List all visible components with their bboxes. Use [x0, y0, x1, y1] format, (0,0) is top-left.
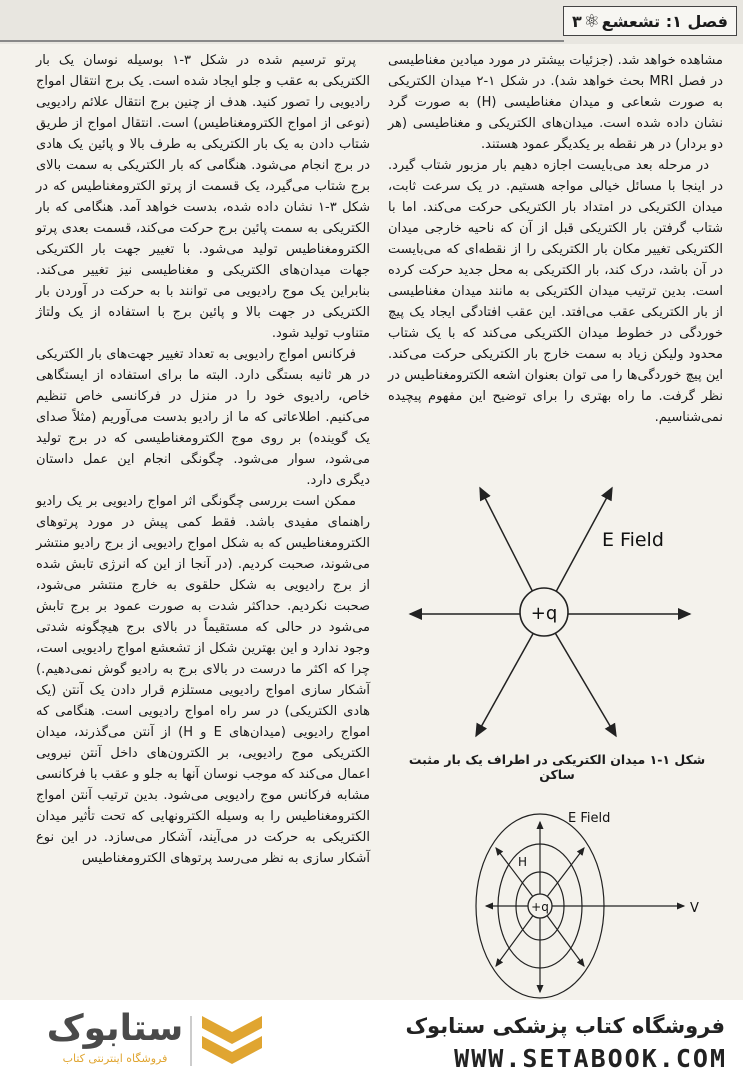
right-column	[388, 50, 723, 428]
charge-label: +q	[531, 900, 549, 914]
chapter-title: فصل ۱: تشعشع	[601, 11, 728, 31]
setabook-chevron-logo-icon	[196, 1010, 268, 1070]
page-number: ۳	[572, 11, 582, 31]
paragraph: فرکانس امواج رادیویی به تعداد تغییر جهت‌های بار الکتریکی در هر ثانیه بستگی دارد. البته ما برای استفاده از ایستگاهی خاص، رادیوی خود را در منزل در فرکانسی خاص تنظیم می‌کنیم. اطلاعاتی که ما از رادیو بدست می‌آوریم (مثلاً صدای یک گوینده) بر روی موج الکترومغناطیسی که در برج تولید می‌شود، سوار می‌شود. چگونگی انجام این عمل داستان دیگری دارد.	[36, 347, 370, 488]
e-field-label: E Field	[568, 811, 611, 826]
moving-charge-field-diagram	[470, 808, 720, 1000]
paragraph: مشاهده خواهد شد. (جزئیات بیشتر در مورد میادین مغناطیسی در فصل MRI بحث خواهد شد). در شکل ۱-۲ میدان الکتریکی به صورت شعاعی و میدان مغناطیسی (H) به صورت گرد نشان داده شده است. میدان‌های الکتریکی و مغناطیسی (هر دو بردار) در هر نقطه بر یکدیگر عمود هستند.	[388, 53, 723, 152]
atom-icon: ⚛	[583, 10, 600, 32]
logo-wordmark: ستابوک	[46, 1008, 184, 1049]
store-url[interactable]: WWW.SETABOOK.COM	[454, 1044, 727, 1073]
header-rule	[0, 40, 564, 42]
figure-caption: شکل ۱-۱ میدان الکتریکی در اطراف یک بار مثبت ساکن	[408, 752, 706, 782]
left-column	[36, 50, 370, 869]
logo-divider	[190, 1016, 192, 1066]
paragraph: ممکن است بررسی چگونگی اثر امواج رادیویی بر یک رادیو راهنمای مفیدی باشد. فقط کمی پیش در مورد پرتوهای الکترومغناطیس که به شکل امواج رادیویی از برج رادیو منتشر می‌شوند، صحبت کردیم. (در آنجا از این که انرژی تابش شده از برج رادیویی به شکل حلقوی به خارج منتشر می‌شود، صحبت نکردیم. حداکثر شدت به صورت عمود بر برج تابش می‌شود در حالی که مستقیماً در بالای برج هیچگونه شدتی وجود ندارد و این بهترین شکل از تشعشع امواج رادیویی است، چرا که اکثر ما درست در بالای برج به رادیو گوش نمی‌دهیم.) آشکار سازی امواج رادیویی مستلزم قرار دادن یک آنتن (یک هادی الکتریکی) در سر راه امواج رادیویی است. هنگامی که امواج رادیویی (میدان‌های E و H) از آنتن می‌گذرند، میدان الکتریکی موج رادیویی، بر الکترون‌های داخل آنتن نیرویی اعمال می‌کند که موجب نوسان آنها به جلو و عقب با فرکانسی مشابه فرکانس موج رادیویی می‌شود. بدین ترتیب آنتن امواج الکترومغناطیس را به وسیله الکترونهایی که تحت تأثیر میدان الکتریکی به حرکت در می‌آیند، آشکار می‌سازد. در این نوع آشکار سازی به نظر می‌رسد پرتوهای الکترومغناطیس	[36, 494, 370, 866]
paragraph: در مرحله بعد می‌بایست اجازه دهیم بار مزبور شتاب گیرد. در اینجا با مسائل خیالی مواجه هستیم. در یک سرعت ثابت، میدان الکتریکی در امتداد بار الکتریکی حرکت می‌کند. اما با شتاب گرفتن بار الکتریکی قبل از آن که ناحیه خارجی میدان الکتریکی تغییر مکان بار الکتریکی را از نقطه‌ای که می‌بایست در آن باشد، درک کند، بار الکتریکی به محل جدید حرکت کرده است. بدین ترتیب میدان الکتریکی به مانند میدان مغناطیسی از بار الکتریکی عقب می‌افتد. این عقب افتادگی ایجاد یک پیچ خوردگی در خطوط میدان الکتریکی می‌کند که با یک شتاب محدود ولیکن زیاد به سمت خارج بار الکتریکی حرکت می‌کند. این پیچ خوردگی‌ها را می توان بعنوان اشعه الکترومغناطیس در نظر گرفت. ما راه بهتری را برای توضیح این مفهوم پیچیده نمی‌شناسیم.	[388, 158, 723, 425]
velocity-label: V	[690, 901, 699, 916]
h-field-label: H	[518, 855, 528, 869]
e-field-label: E Field	[602, 529, 664, 551]
store-name: فروشگاه کتاب پزشکی ستابوک	[405, 1014, 725, 1038]
logo-tagline: فروشگاه اینترنتی کتاب	[62, 1052, 168, 1065]
paragraph: پرتو ترسیم شده در شکل ۳-۱ بوسیله نوسان یک بار الکتریکی به عقب و جلو ایجاد شده است. یک برج انتقال امواج رادیویی را تصور کنید. هدف از چنین برج انتقال علائم رادیویی (نوعی از امواج الکترومغناطیس) است. انتقال امواج از طریق شتاب دادن به یک بار الکتریکی به طرف بالا و پائین یک هادی در برج انجام می‌شود. هنگامی که بار الکتریکی به سمت بالای برج شتاب می‌گیرد، یک قسمت از پرتو الکترومغناطیس که در شکل ۳-۱ نشان داده شده، بدست خواهد آمد. هنگامی که بار الکتریکی به سمت پائین برج حرکت می‌کند، قسمت بعدی پرتو الکترومغناطیس تولید می‌شود. با تغییر جهت بار الکتریکی جهات میدان‌های الکتریکی و مغناطیسی نیز تغییر می‌کند. بنابراین یک موج رادیویی می توانند با به حرکت در آوردن بار الکتریکی در جهت بالا و پائین برج با استفاده از یک ولتاژ متناوب تولید شود.	[36, 53, 370, 341]
chapter-header-box	[563, 6, 737, 36]
electric-field-diagram	[384, 482, 724, 746]
charge-label: +q	[530, 603, 558, 624]
